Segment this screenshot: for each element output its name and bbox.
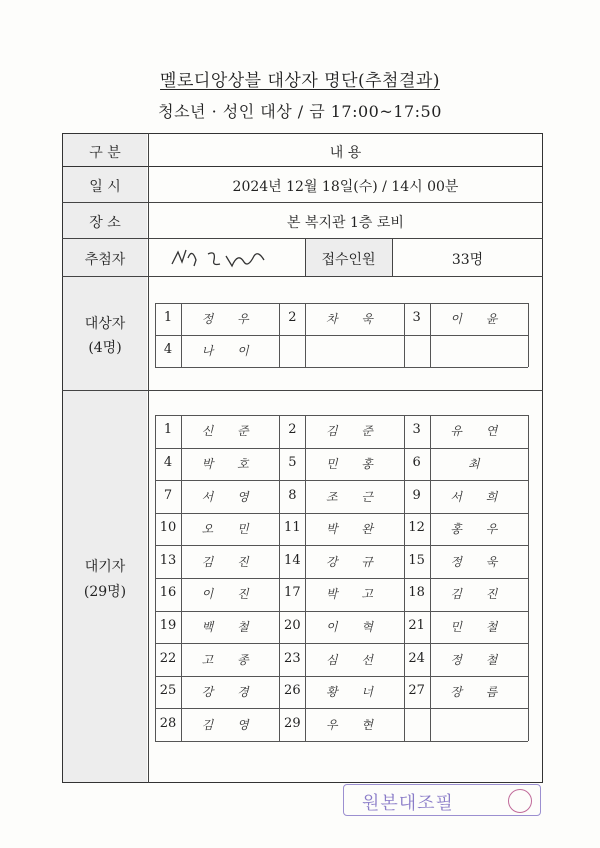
waiting-name: 김 준 <box>325 424 383 439</box>
drawer-signature <box>168 244 278 272</box>
waiting-name: 오 민 <box>201 522 259 537</box>
waiting-name: 정 철 <box>450 652 508 667</box>
waiting-number: 5 <box>288 454 297 470</box>
count-waiting: (29명) <box>83 584 127 600</box>
grid-line <box>155 513 528 514</box>
waiting-number: 28 <box>159 715 177 731</box>
row-divider <box>62 202 543 203</box>
waiting-number: 20 <box>284 617 301 633</box>
waiting-name: 홍 우 <box>450 522 508 537</box>
label-place: 장 소 <box>89 215 121 231</box>
waiting-name: 김 진 <box>201 554 259 569</box>
waiting-number: 1 <box>163 422 173 438</box>
selected-name: 차 욱 <box>325 312 383 326</box>
waiting-name: 조 근 <box>325 489 383 504</box>
waiting-name: 신 준 <box>201 424 259 439</box>
waiting-name: 고 종 <box>201 652 259 667</box>
selected-name: 나 이 <box>201 344 259 358</box>
grid-line <box>155 741 528 742</box>
waiting-number: 2 <box>288 422 297 438</box>
row-divider <box>62 276 543 277</box>
count-selected: (4명) <box>88 340 122 356</box>
waiting-name: 강 규 <box>325 554 383 569</box>
document-title-text: 멜로디앙상블 대상자 명단(추첨결과) <box>160 71 440 91</box>
waiting-name: 이 진 <box>201 587 259 602</box>
row-divider <box>62 238 543 239</box>
document-subtitle: 청소년 · 성인 대상 / 금 17:00~17:50 <box>158 102 442 121</box>
waiting-name: 박 완 <box>325 522 383 537</box>
waiting-name: 정 욱 <box>450 554 508 569</box>
waiting-name: 김 진 <box>450 587 508 602</box>
waiting-name: 심 선 <box>325 652 383 667</box>
label-waiting: 대기자 <box>84 559 126 575</box>
waiting-number: 14 <box>284 552 301 568</box>
label-drawer: 추첨자 <box>84 252 126 268</box>
grid-line <box>155 643 528 644</box>
waiting-number: 19 <box>159 617 177 633</box>
grid-line <box>155 708 528 709</box>
label-date: 일 시 <box>89 179 121 195</box>
waiting-number: 15 <box>408 552 425 568</box>
waiting-number: 25 <box>159 683 177 699</box>
row-divider <box>62 390 543 391</box>
certified-copy-stamp <box>343 784 541 816</box>
waiting-name: 최 <box>468 456 490 471</box>
waiting-number: 4 <box>163 454 173 470</box>
value-received: 33명 <box>451 252 484 268</box>
waiting-name: 서 희 <box>450 489 508 504</box>
waiting-number: 16 <box>159 585 177 601</box>
waiting-name: 서 영 <box>201 489 259 504</box>
label-received: 접수인원 <box>321 252 376 268</box>
grid-line <box>155 578 528 579</box>
waiting-name: 강 경 <box>201 685 259 700</box>
grid-line <box>155 611 528 612</box>
waiting-number: 22 <box>159 650 177 666</box>
selected-name: 이 윤 <box>450 312 508 326</box>
selected-number: 3 <box>412 310 421 325</box>
waiting-name: 우 현 <box>325 717 383 732</box>
waiting-number: 11 <box>284 520 301 536</box>
waiting-number: 7 <box>163 487 173 503</box>
value-place: 본 복지관 1층 로비 <box>287 215 404 231</box>
seal-icon <box>508 789 532 813</box>
waiting-number: 26 <box>284 683 301 699</box>
selected-number: 1 <box>163 310 173 325</box>
label-selected: 대상자 <box>84 316 126 332</box>
document-title <box>0 66 600 91</box>
grid-line <box>528 303 529 367</box>
waiting-number: 12 <box>408 520 425 536</box>
waiting-name: 이 혁 <box>325 619 383 634</box>
waiting-name: 황 너 <box>325 685 383 700</box>
selected-number: 2 <box>288 310 297 325</box>
waiting-number: 10 <box>159 520 177 536</box>
selected-name: 정 우 <box>201 312 259 326</box>
waiting-name: 백 철 <box>201 619 259 634</box>
waiting-number: 9 <box>412 487 421 503</box>
waiting-number: 8 <box>288 487 297 503</box>
grid-line <box>155 367 528 368</box>
waiting-number: 17 <box>284 585 301 601</box>
grid-line <box>155 303 528 304</box>
grid-line <box>155 448 528 449</box>
waiting-name: 김 영 <box>201 717 259 732</box>
grid-line <box>155 335 528 336</box>
waiting-number: 29 <box>284 715 301 731</box>
label-category: 구 분 <box>89 145 121 161</box>
waiting-number: 27 <box>408 683 425 699</box>
stamp-text: 원본대조필 <box>362 793 454 814</box>
waiting-number: 23 <box>284 650 301 666</box>
waiting-number: 21 <box>408 617 425 633</box>
waiting-name: 박 호 <box>201 456 259 471</box>
value-category: 내 용 <box>329 145 362 161</box>
grid-line <box>155 545 528 546</box>
row-divider <box>62 166 543 167</box>
waiting-name: 민 홍 <box>325 456 383 471</box>
waiting-name: 장 름 <box>450 685 508 700</box>
waiting-name: 민 철 <box>450 619 508 634</box>
value-date: 2024년 12월 18일(수) / 14시 00분 <box>232 179 459 195</box>
waiting-number: 6 <box>412 454 421 470</box>
waiting-name: 박 고 <box>325 587 383 602</box>
waiting-number: 18 <box>408 585 425 601</box>
selected-number: 4 <box>163 342 173 357</box>
grid-line <box>155 415 528 416</box>
waiting-name: 유 연 <box>450 424 508 439</box>
waiting-number: 24 <box>408 650 425 666</box>
grid-line <box>155 480 528 481</box>
grid-line <box>528 415 529 741</box>
waiting-number: 13 <box>159 552 177 568</box>
waiting-number: 3 <box>412 422 421 438</box>
grid-line <box>155 676 528 677</box>
